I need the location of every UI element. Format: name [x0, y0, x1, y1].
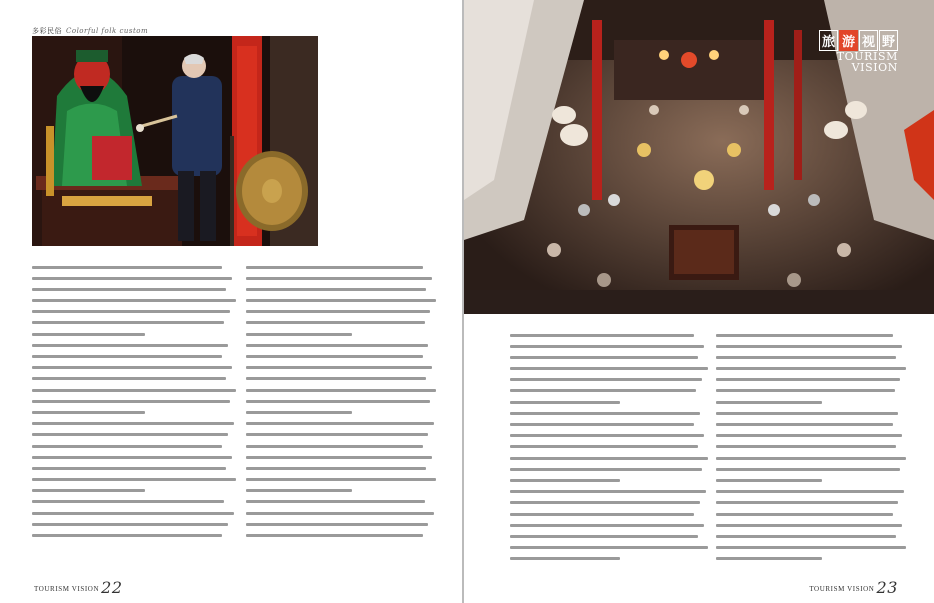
text-line-placeholder	[246, 497, 438, 508]
text-line-placeholder	[510, 498, 710, 509]
logo-char: 旅	[819, 30, 838, 51]
text-line-placeholder	[32, 430, 238, 441]
text-line-placeholder	[510, 341, 710, 352]
text-line-placeholder	[32, 352, 238, 363]
text-line-placeholder	[32, 374, 238, 385]
text-line-placeholder	[716, 408, 908, 419]
text-line-placeholder	[32, 463, 238, 474]
text-line-placeholder	[32, 329, 238, 340]
text-line-placeholder	[510, 453, 710, 464]
text-line-placeholder	[246, 508, 438, 519]
folio-label: TOURISM VISION	[34, 585, 100, 593]
text-line-placeholder	[32, 441, 238, 452]
text-line-placeholder	[246, 486, 438, 497]
text-line-placeholder	[32, 519, 238, 530]
text-line-placeholder	[510, 408, 710, 419]
text-line-placeholder	[716, 330, 908, 341]
left-column-1	[32, 262, 238, 554]
text-line-placeholder	[246, 430, 438, 441]
text-line-placeholder	[510, 352, 710, 363]
page-number: 23	[876, 578, 898, 597]
text-line-placeholder	[246, 385, 438, 396]
text-line-placeholder	[32, 273, 238, 284]
text-line-placeholder	[32, 419, 238, 430]
text-line-placeholder	[246, 273, 438, 284]
right-column-1	[510, 330, 710, 566]
text-line-placeholder	[246, 407, 438, 418]
text-line-placeholder	[32, 363, 238, 374]
text-line-placeholder	[510, 375, 710, 386]
text-line-placeholder	[510, 475, 710, 486]
text-line-placeholder	[32, 385, 238, 396]
left-page	[0, 0, 462, 603]
text-line-placeholder	[510, 364, 710, 375]
text-line-placeholder	[32, 396, 238, 407]
text-line-placeholder	[246, 519, 438, 530]
text-line-placeholder	[246, 452, 438, 463]
text-line-placeholder	[510, 397, 710, 408]
text-line-placeholder	[510, 386, 710, 397]
text-line-placeholder	[716, 464, 908, 475]
logo-en-2: VISION	[851, 61, 898, 74]
text-line-placeholder	[32, 486, 238, 497]
text-line-placeholder	[246, 329, 438, 340]
text-line-placeholder	[716, 431, 908, 442]
guan-gong-statue-illustration	[32, 36, 318, 246]
text-line-placeholder	[246, 419, 438, 430]
text-line-placeholder	[716, 386, 908, 397]
text-line-placeholder	[246, 396, 438, 407]
right-page	[464, 0, 934, 603]
logo-cn	[818, 30, 898, 51]
text-line-placeholder	[510, 487, 710, 498]
text-line-placeholder	[32, 340, 238, 351]
right-folio	[809, 578, 898, 597]
text-line-placeholder	[716, 475, 908, 486]
text-line-placeholder	[510, 520, 710, 531]
text-line-placeholder	[716, 442, 908, 453]
section-tag-cn: 多彩民俗	[32, 27, 62, 35]
text-line-placeholder	[716, 498, 908, 509]
text-line-placeholder	[32, 318, 238, 329]
text-line-placeholder	[32, 284, 238, 295]
text-line-placeholder	[32, 452, 238, 463]
text-line-placeholder	[716, 520, 908, 531]
section-tag-en: Colorful folk custom	[66, 27, 149, 35]
right-column-2	[716, 330, 908, 566]
page-number: 22	[101, 578, 123, 597]
text-line-placeholder	[246, 262, 438, 273]
text-line-placeholder	[32, 407, 238, 418]
folio-label: TOURISM VISION	[809, 585, 875, 593]
tourism-vision-logo	[818, 30, 898, 73]
text-line-placeholder	[716, 531, 908, 542]
logo-char-highlight: 游	[839, 30, 858, 51]
text-line-placeholder	[716, 397, 908, 408]
text-line-placeholder	[246, 363, 438, 374]
text-line-placeholder	[32, 497, 238, 508]
text-line-placeholder	[246, 531, 438, 542]
text-line-placeholder	[716, 487, 908, 498]
text-line-placeholder	[716, 364, 908, 375]
text-line-placeholder	[246, 318, 438, 329]
text-line-placeholder	[510, 531, 710, 542]
text-line-placeholder	[32, 296, 238, 307]
text-line-placeholder	[246, 340, 438, 351]
text-line-placeholder	[246, 475, 438, 486]
text-line-placeholder	[32, 262, 238, 273]
text-line-placeholder	[510, 431, 710, 442]
text-line-placeholder	[246, 463, 438, 474]
text-line-placeholder	[716, 341, 908, 352]
text-line-placeholder	[716, 352, 908, 363]
text-line-placeholder	[246, 374, 438, 385]
text-line-placeholder	[32, 531, 238, 542]
left-folio	[34, 578, 123, 597]
text-line-placeholder	[246, 441, 438, 452]
logo-char: 野	[879, 30, 898, 51]
text-line-placeholder	[246, 307, 438, 318]
text-line-placeholder	[510, 554, 710, 565]
text-line-placeholder	[716, 375, 908, 386]
text-line-placeholder	[32, 508, 238, 519]
text-line-placeholder	[32, 475, 238, 486]
logo-en-1: TOURISM	[836, 50, 898, 63]
text-line-placeholder	[716, 453, 908, 464]
text-line-placeholder	[246, 284, 438, 295]
text-line-placeholder	[716, 554, 908, 565]
text-line-placeholder	[716, 543, 908, 554]
left-column-2	[246, 262, 438, 554]
text-line-placeholder	[32, 307, 238, 318]
section-tag	[32, 26, 148, 36]
logo-char: 视	[859, 30, 878, 51]
text-line-placeholder	[510, 442, 710, 453]
text-line-placeholder	[246, 352, 438, 363]
text-line-placeholder	[246, 296, 438, 307]
text-line-placeholder	[510, 330, 710, 341]
text-line-placeholder	[510, 420, 710, 431]
text-line-placeholder	[716, 420, 908, 431]
text-line-placeholder	[510, 464, 710, 475]
text-line-placeholder	[510, 509, 710, 520]
text-line-placeholder	[510, 543, 710, 554]
guan-gong-statue-photo	[32, 36, 318, 246]
text-line-placeholder	[716, 509, 908, 520]
